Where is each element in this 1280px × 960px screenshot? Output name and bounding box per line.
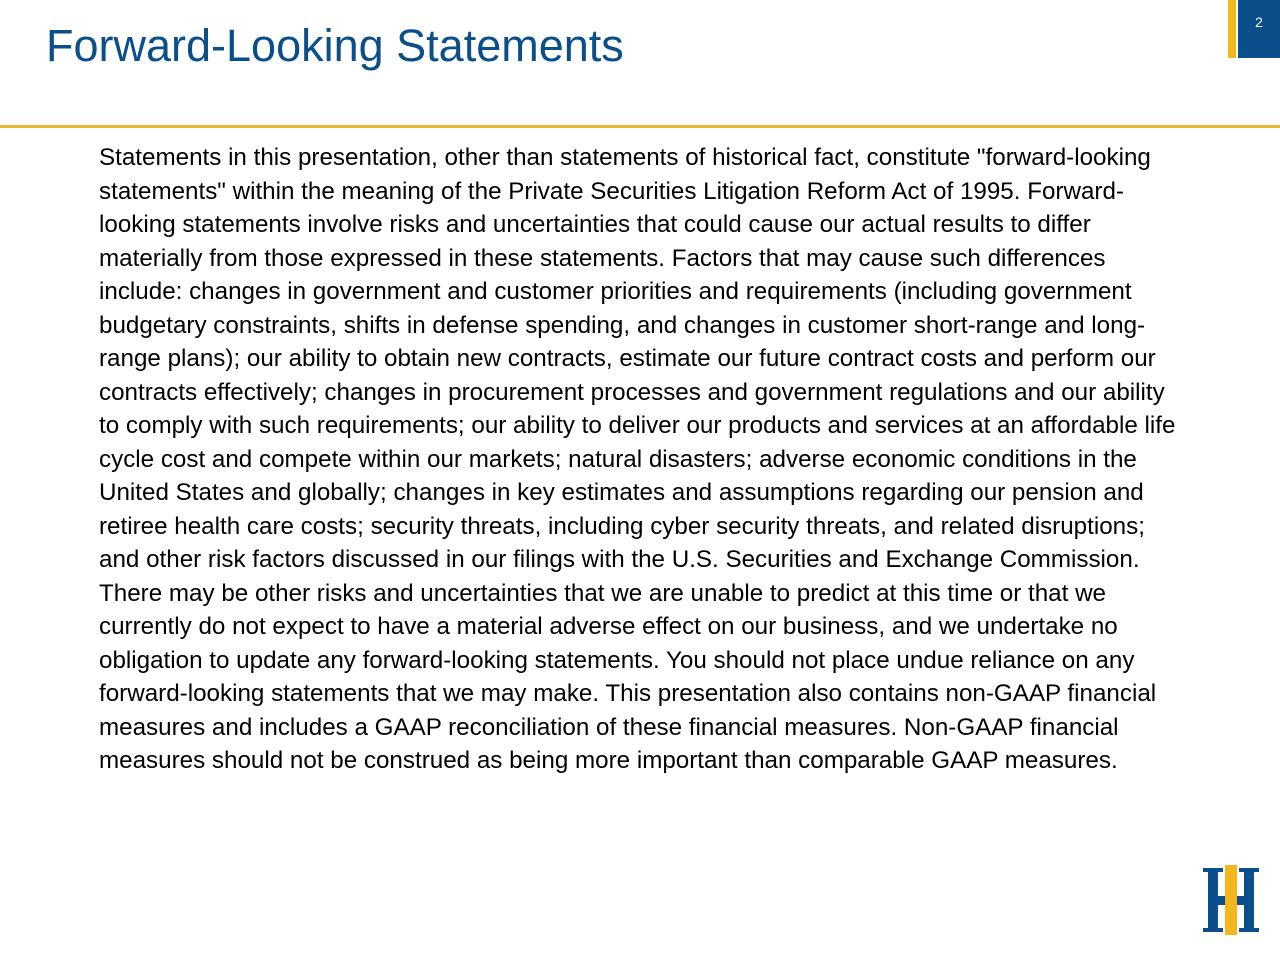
logo-gold-bar [1225, 865, 1237, 935]
page-number: 2 [1255, 14, 1263, 30]
header-divider [0, 125, 1280, 128]
hii-logo-icon [1201, 865, 1261, 935]
page-number-accent [1228, 0, 1236, 58]
page-title: Forward-Looking Statements [46, 20, 624, 71]
disclaimer-paragraph: Statements in this presentation, other than statements of historical fact, constitute "forward-looking statements" within the meaning of the Private Securities Litigation Reform Act of 1995. Forward-looking statements involve risks and uncertainties that could cause our actual results to differ materially from those expressed in these statements. Factors that may cause such differences include: changes in government and customer priorities and requirements (including government budgetary constraints, shifts in defense spending, and changes in customer short-range and long-range plans); our ability to obtain new contracts, estimate our future contract costs and perform our contracts effectively; changes in procurement processes and government regulations and our ability to comply with such requirements; our ability to deliver our products and services at an affordable life cycle cost and compete within our markets; natural disasters; adverse economic conditions in the United States and globally; changes in key estimates and assumptions regarding our pension and retiree health care costs; security threats, including cyber security threats, and related disruptions; and other risk factors discussed in our filings with the U.S. Securities and Exchange Commission. There may be other risks and uncertainties that we are unable to predict at this time or that we currently do not expect to have a material adverse effect on our business, and we undertake no obligation to update any forward-looking statements. You should not place undue reliance on any forward-looking statements that we may make. This presentation also contains non-GAAP financial measures and includes a GAAP reconciliation of these financial measures. Non-GAAP financial measures should not be construed as being more important than comparable GAAP measures. [99, 144, 1176, 774]
